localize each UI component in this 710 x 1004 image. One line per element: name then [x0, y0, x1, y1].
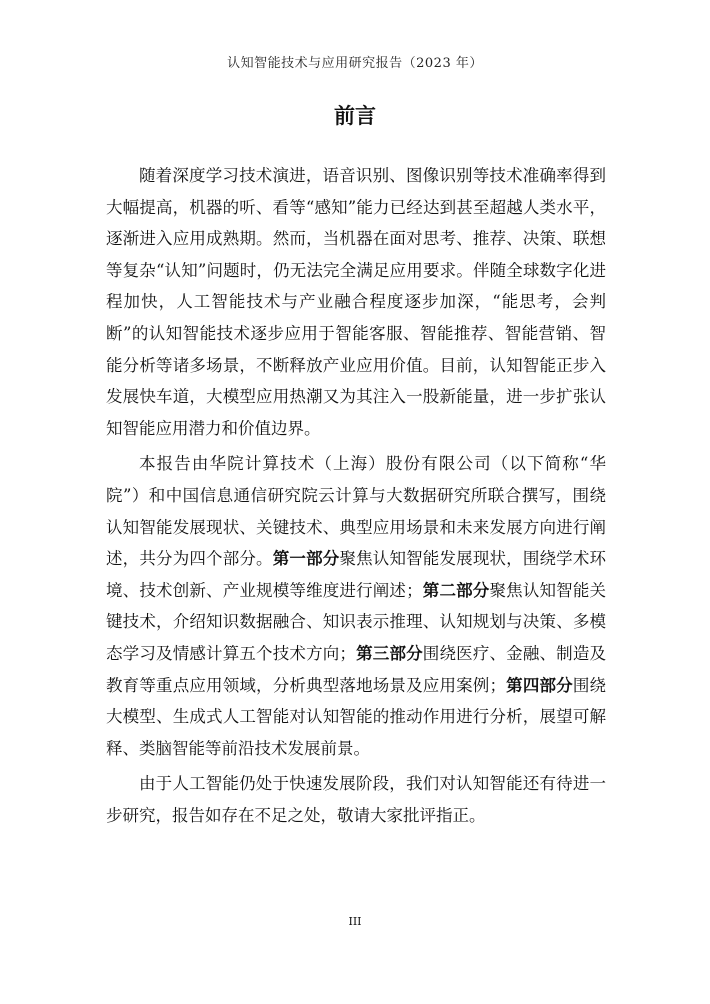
part1-label: 第一部分	[272, 549, 340, 569]
paragraph-2-intro: 本报告由华院计算技术（上海）股份有限公司（以下简称“华院”）和中国信息通信研究院云计算与大数据研究所联合撰写，围绕认知智能发展现状、关键技术、典型应用场景和未来发展方向进行阐述，共分为四个部分。	[106, 454, 606, 569]
paragraph-2	[106, 448, 606, 764]
part1-text: 聚焦认知智能发展现状，围绕学术环境、技术创新、产业规模等维度进行阐述；	[106, 549, 607, 600]
preface-body	[106, 160, 606, 835]
part3-text: 围绕医疗、金融、制造及教育等重点应用领域，分析典型落地场景及应用案例；	[106, 643, 607, 695]
part2-label: 第二部分	[422, 580, 490, 600]
part3-label: 第三部分	[355, 643, 423, 663]
paragraph-3: 由于人工智能仍处于快速发展阶段，我们对认知智能还有待进一步研究，报告如存在不足之处，敬请大家批评指正。	[106, 774, 606, 825]
part4-label: 第四部分	[505, 675, 573, 695]
part4-text: 围绕大模型、生成式人工智能对认知智能的推动作用进行分析，展望可解释、类脑智能等前沿技术发展前景。	[106, 675, 607, 758]
part2-text: 聚焦认知智能关键技术，介绍知识数据融合、知识表示推理、认知规划与决策、多模态学习及情感计算五个技术方向；	[106, 580, 607, 663]
running-header: 认知智能技术与应用研究报告（2023 年）	[227, 56, 483, 71]
page-title: 前言	[334, 104, 376, 128]
page-number: III	[348, 915, 362, 928]
paragraph-1: 随着深度学习技术演进，语音识别、图像识别等技术准确率得到大幅提高，机器的听、看等“感知”能力已经达到甚至超越人类水平，逐渐进入应用成熟期。然而，当机器在面对思考、推荐、决策、联想等复杂“认知”问题时，仍无法完全满足应用要求。伴随全球数字化进程加快，人工智能技术与产业融合程度逐步加深，“能思考，会判断”的认知智能技术逐步应用于智能客服、智能推荐、智能营销、智能分析等诸多场景，不断释放产业应用价值。目前，认知智能正步入发展快车道，大模型应用热潮又为其注入一股新能量，进一步扩张认知智能应用潜力和价值边界。	[106, 166, 606, 438]
